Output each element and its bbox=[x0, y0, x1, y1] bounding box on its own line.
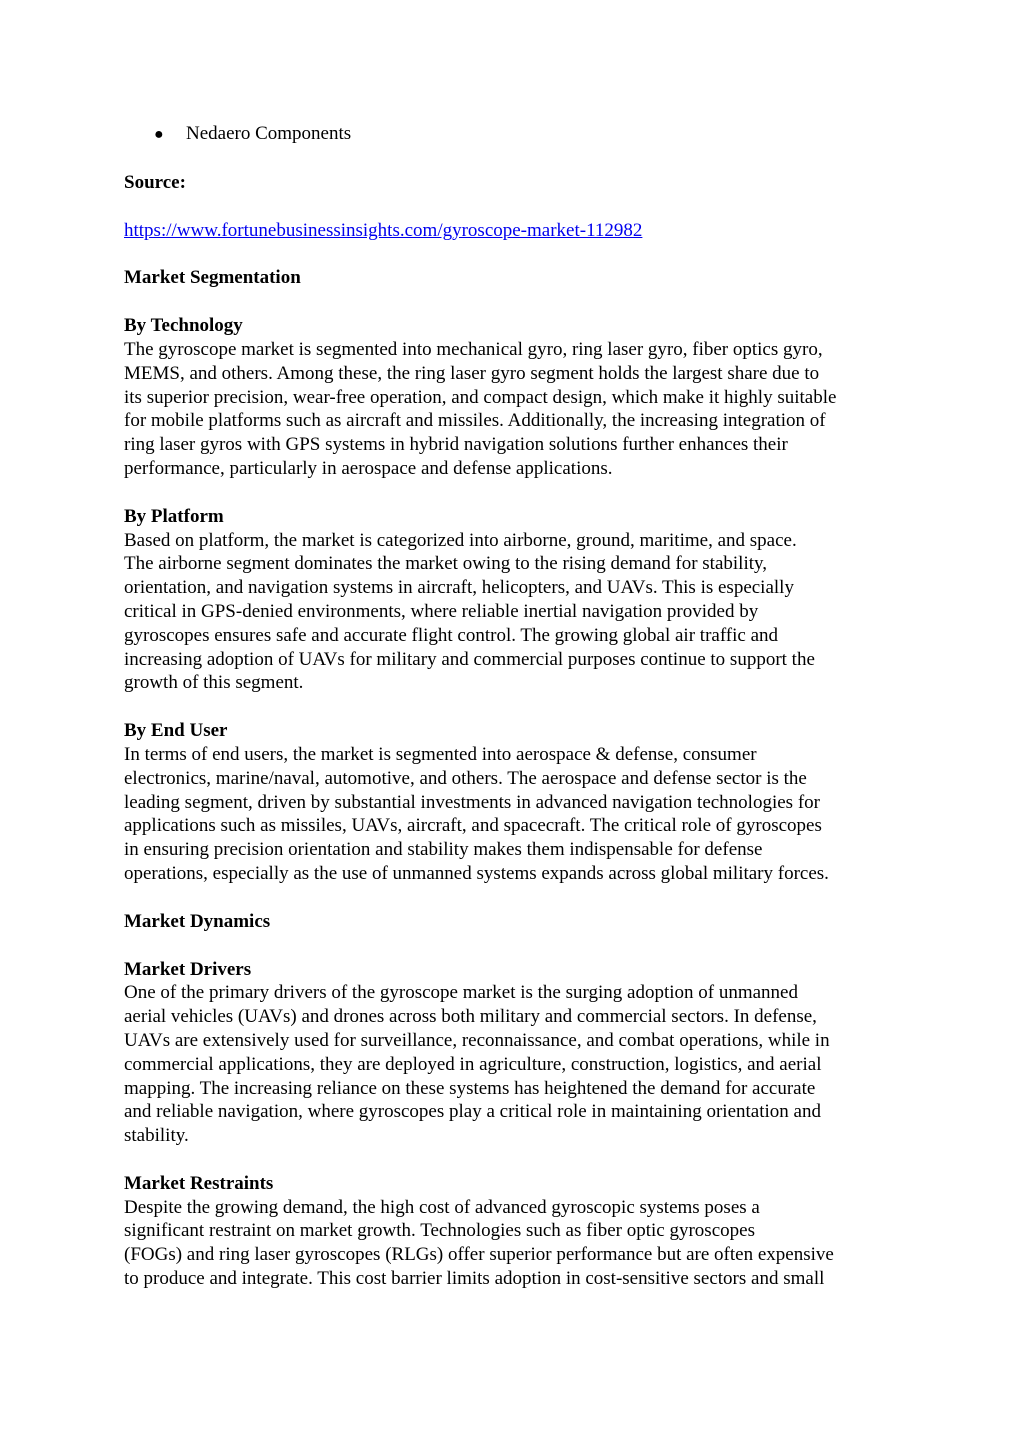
paragraph-line: significant restraint on market growth. Technologies such as fiber optic gyroscopes bbox=[124, 1220, 755, 1242]
paragraph-line: Based on platform, the market is categorized into airborne, ground, maritime, and space. bbox=[124, 529, 797, 551]
paragraph-line: commercial applications, they are deployed in agriculture, construction, logistics, and aerial bbox=[124, 1053, 822, 1075]
technology-heading: By Technology bbox=[124, 315, 243, 337]
paragraph-line: electronics, marine/naval, automotive, and others. The aerospace and defense sector is the bbox=[124, 767, 807, 789]
paragraph-line: and reliable navigation, where gyroscopes play a critical role in maintaining orientation and bbox=[124, 1101, 821, 1123]
paragraph-line: ring laser gyros with GPS systems in hybrid navigation solutions further enhances their bbox=[124, 434, 788, 456]
source-link[interactable]: https://www.fortunebusinessinsights.com/gyroscope-market-112982 bbox=[124, 219, 643, 241]
source-label: Source: bbox=[124, 171, 186, 193]
document-page bbox=[124, 122, 899, 1291]
paragraph-line: leading segment, driven by substantial investments in advanced navigation technologies for bbox=[124, 791, 820, 813]
paragraph-line: for mobile platforms such as aircraft and missiles. Additionally, the increasing integration of bbox=[124, 410, 826, 432]
paragraph-line: performance, particularly in aerospace and defense applications. bbox=[124, 457, 613, 479]
paragraph-line: The gyroscope market is segmented into mechanical gyro, ring laser gyro, fiber optics gyro, bbox=[124, 338, 823, 360]
drivers-heading: Market Drivers bbox=[124, 958, 252, 980]
platform-heading: By Platform bbox=[124, 505, 224, 527]
paragraph-line: In terms of end users, the market is segmented into aerospace & defense, consumer bbox=[124, 743, 757, 765]
paragraph-line: One of the primary drivers of the gyroscope market is the surging adoption of unmanned bbox=[124, 982, 798, 1004]
technology-paragraph bbox=[124, 338, 899, 481]
paragraph-line: orientation, and navigation systems in aircraft, helicopters, and UAVs. This is especially bbox=[124, 577, 794, 599]
bullet-icon: ● bbox=[154, 126, 164, 143]
paragraph-line: gyroscopes ensures safe and accurate flight control. The growing global air traffic and bbox=[124, 624, 779, 646]
paragraph-line: in ensuring precision orientation and stability makes them indispensable for defense bbox=[124, 839, 763, 861]
segmentation-title: Market Segmentation bbox=[124, 267, 301, 289]
restraints-heading: Market Restraints bbox=[124, 1172, 274, 1194]
end-user-paragraph bbox=[124, 743, 899, 886]
end-user-heading: By End User bbox=[124, 720, 228, 742]
paragraph-line: stability. bbox=[124, 1125, 189, 1147]
paragraph-line: increasing adoption of UAVs for military and commercial purposes continue to support the bbox=[124, 648, 815, 670]
paragraph-line: to produce and integrate. This cost barrier limits adoption in cost-sensitive sectors and small bbox=[124, 1268, 825, 1290]
paragraph-line: Despite the growing demand, the high cost of advanced gyroscopic systems poses a bbox=[124, 1196, 760, 1218]
bullet-list-item bbox=[154, 122, 899, 147]
paragraph-line: operations, especially as the use of unmanned systems expands across global military forces. bbox=[124, 862, 829, 884]
paragraph-line: aerial vehicles (UAVs) and drones across both military and commercial sectors. In defense, bbox=[124, 1006, 817, 1028]
bullet-text: Nedaero Components bbox=[186, 123, 352, 144]
dynamics-title: Market Dynamics bbox=[124, 910, 271, 932]
paragraph-line: critical in GPS-denied environments, where reliable inertial navigation provided by bbox=[124, 600, 759, 622]
paragraph-line: mapping. The increasing reliance on these systems has heightened the demand for accurate bbox=[124, 1077, 816, 1099]
paragraph-line: its superior precision, wear-free operation, and compact design, which make it highly suitable bbox=[124, 386, 837, 408]
paragraph-line: applications such as missiles, UAVs, aircraft, and spacecraft. The critical role of gyroscopes bbox=[124, 815, 822, 837]
paragraph-line: UAVs are extensively used for surveillance, reconnaissance, and combat operations, while in bbox=[124, 1029, 830, 1051]
paragraph-line: The airborne segment dominates the market owing to the rising demand for stability, bbox=[124, 553, 768, 575]
drivers-paragraph bbox=[124, 981, 899, 1148]
paragraph-line: MEMS, and others. Among these, the ring laser gyro segment holds the largest share due to bbox=[124, 362, 820, 384]
platform-paragraph bbox=[124, 529, 899, 696]
paragraph-line: (FOGs) and ring laser gyroscopes (RLGs) offer superior performance but are often expensive bbox=[124, 1244, 834, 1266]
restraints-paragraph bbox=[124, 1196, 899, 1291]
paragraph-line: growth of this segment. bbox=[124, 672, 304, 694]
